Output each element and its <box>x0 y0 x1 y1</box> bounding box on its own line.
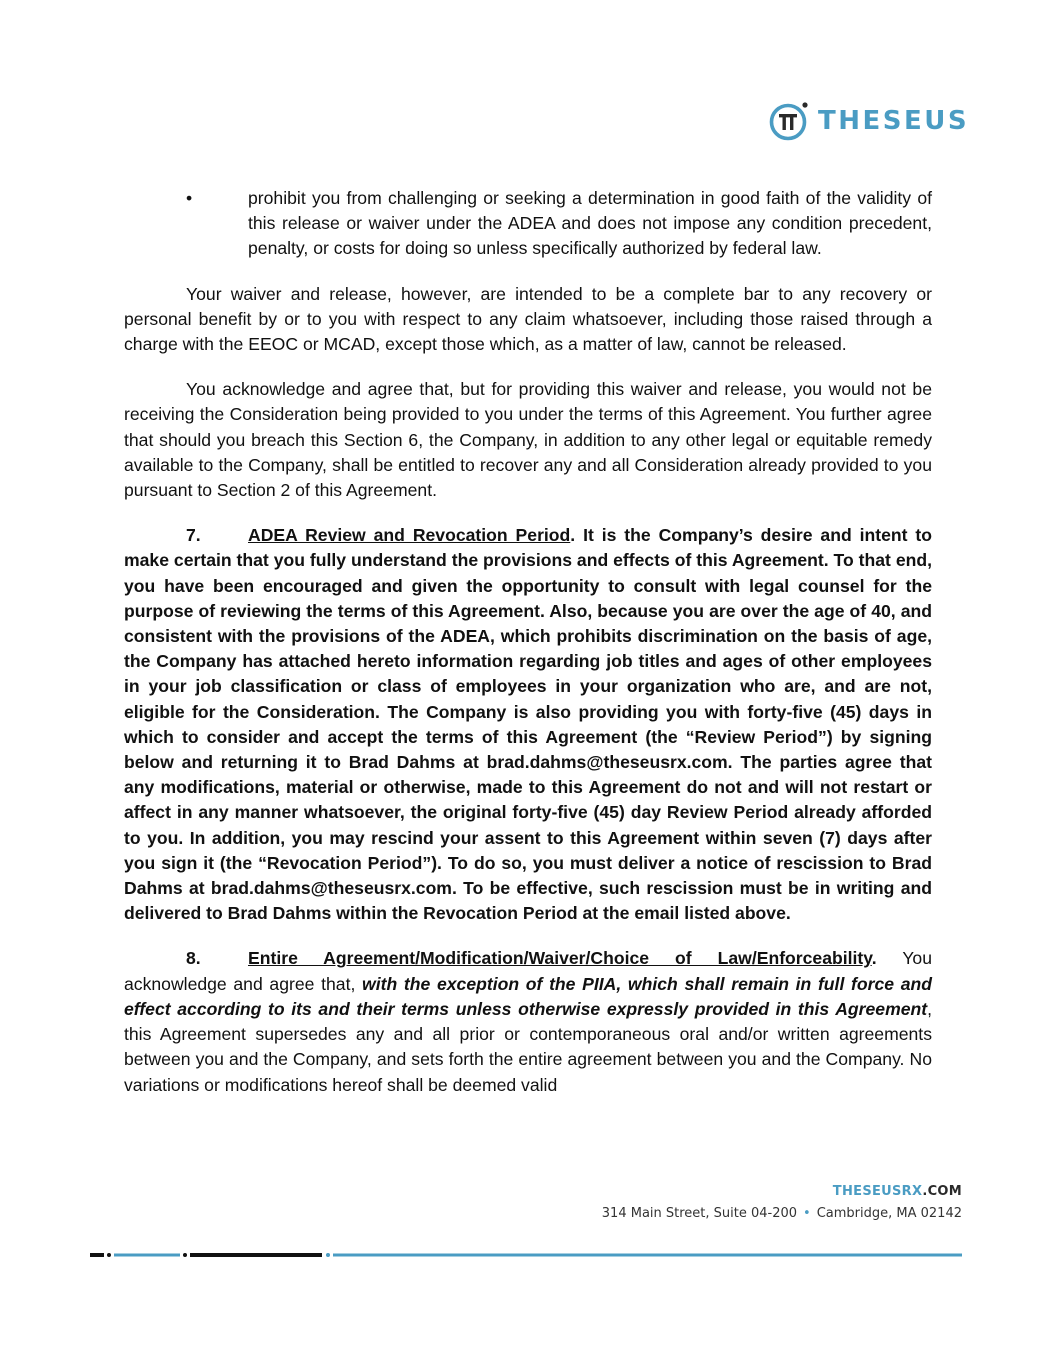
footer-address-line2: Cambridge, MA 02142 <box>816 1206 962 1221</box>
footer-website <box>833 1184 962 1199</box>
paragraph-acknowledge: You acknowledge and agree that, but for providing this waiver and release, you would not be receiving the Consideration being provided to you under the terms of this Agreement. You further agree that should you breach this Section 6, the Company, in addition to any other legal or equitable remedy available to the Company, shall be entitled to recover any and all Consideration already provided to you pursuant to Section 2 of this Agreement. <box>124 379 932 501</box>
section-7 <box>124 523 932 926</box>
theseus-logo-icon <box>768 100 810 142</box>
footer-address-line1: 314 Main Street, Suite 04-200 <box>601 1206 798 1221</box>
footer-address <box>602 1206 962 1221</box>
section-8-text-italic: with the exception of the PIIA, which shall remain in full force and effect according to its and their terms unless otherwise expressly provided in this Agreement <box>124 973 932 1019</box>
paragraph-waiver: Your waiver and release, however, are intended to be a complete bar to any recovery or personal benefit by or to you with respect to any claim whatsoever, including those raised through a charge with the EEOC or MCAD, except those which, as a matter of law, cannot be released. <box>124 283 932 355</box>
brand-name: THESEUS <box>818 106 970 136</box>
footer-separator: • <box>803 1206 811 1221</box>
bullet-symbol: • <box>186 188 193 208</box>
bullet-text: prohibit you from challenging or seeking a determination in good faith of the validity of this release or waiver under the ADEA and does not impose any condition precedent, penalty, or costs for doing so unless specifically authorized by federal law. <box>248 188 932 259</box>
section-7-heading: ADEA Review and Revocation Period <box>248 525 571 546</box>
section-7-text: . It is the Company’s desire and intent to make certain that you fully understand the provisions and effects of this Agreement. To that end, you have been encouraged and given the opportunity to consult with legal counsel for the purpose of reviewing the terms of this Agreement. Also, because you are over the age of 40, and consistent with the provisions of the ADEA, which prohibits discrimination on the basis of age, the Company has attached hereto information regarding job titles and ages of other employees in your job classification or class of employees in your organization who are, and are not, eligible for the Consideration. The Company is also providing you with forty-five (45) days in which to consider and accept the terms of this Agreement (the “Review Period”) by signing below and returning it to Brad Dahms at brad.dahms@theseusrx.com. The parties agree that any modifications, material or otherwise, made to this Agreement do not and will not restart or affect in any manner whatsoever, the original forty-five (45) day Review Period already afforded to you. In addition, you may rescind your assent to this Agreement within seven (7) days after you sign it (the “Revocation Period”). To do so, you must deliver a notice of rescission to Brad Dahms at brad.dahms@theseusrx.com. To be effective, such rescission must be in writing and delivered to Brad Dahms within the Revocation Period at the email listed above. <box>124 525 932 924</box>
footer-decorative-bar <box>90 1250 962 1260</box>
section-8-text-b: , this Agreement supersedes any and all prior or contemporaneous oral and/or written agreements between you and the Company, and sets forth the entire agreement between you and the Company. No variations or modifications hereof shall be deemed valid <box>124 998 932 1095</box>
section-7-number: 7. <box>186 525 201 546</box>
footer-url-part1: THESEUSRX <box>832 1184 923 1199</box>
bullet-item <box>124 186 932 262</box>
footer-url-part2: .COM <box>922 1184 962 1199</box>
section-8-number: 8. <box>186 948 201 969</box>
section-8-heading: Entire Agreement/Modification/Waiver/Choice of Law/Enforceability <box>248 948 872 969</box>
theseus-logo <box>768 100 969 142</box>
section-8-heading-end: . <box>871 948 877 969</box>
section-8 <box>124 946 932 1097</box>
document-body <box>124 186 932 1118</box>
section-8-text-a: You acknowledge and agree that, <box>124 948 933 994</box>
